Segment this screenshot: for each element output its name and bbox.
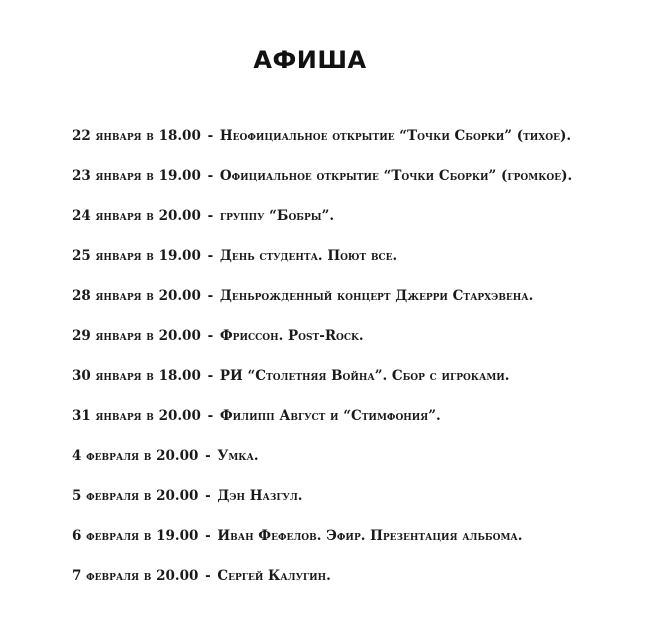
- event-title: группу “Бобры”.: [219, 208, 335, 224]
- event-item: [72, 483, 632, 523]
- event-item: [72, 363, 632, 403]
- event-title: Деньрожденный концерт Джерри Стархэвена.: [219, 288, 534, 304]
- event-title: РИ “Столетняя Война”. Сбор с игроками.: [219, 368, 510, 384]
- event-date: 29 января в 20.00: [72, 328, 201, 344]
- event-separator: -: [207, 368, 214, 384]
- event-list: [72, 123, 632, 603]
- page-title: АФИША: [253, 46, 367, 74]
- event-separator: -: [207, 248, 214, 264]
- event-item: [72, 283, 632, 323]
- event-separator: -: [207, 128, 214, 144]
- event-title: Филипп Август и “Стимфония”.: [219, 408, 441, 424]
- event-separator: -: [207, 328, 214, 344]
- event-separator: -: [205, 448, 211, 464]
- event-item: [72, 523, 632, 563]
- event-separator: -: [205, 528, 211, 544]
- event-title: Умка.: [217, 448, 259, 464]
- event-item: [72, 163, 632, 203]
- event-item: [72, 563, 632, 603]
- event-item: [72, 123, 632, 163]
- event-item: [72, 403, 632, 443]
- event-title: Иван Фефелов. Эфир. Презентация альбома.: [217, 528, 523, 544]
- event-title: Официальное открытие “Точки Сборки” (громкое).: [219, 168, 573, 184]
- event-separator: -: [205, 488, 211, 504]
- event-item: [72, 243, 632, 283]
- event-date: 30 января в 18.00: [72, 368, 201, 384]
- event-date: 22 января в 18.00: [72, 128, 201, 144]
- event-separator: -: [207, 168, 214, 184]
- event-title: Сергей Калугин.: [217, 568, 331, 584]
- event-separator: -: [207, 208, 214, 224]
- event-title: Неофициальное открытие “Точки Сборки” (тихое).: [219, 128, 572, 144]
- event-date: 4 февраля в 20.00: [72, 448, 199, 464]
- event-title: Дэн Назгул.: [217, 488, 303, 504]
- event-date: 24 января в 20.00: [72, 208, 201, 224]
- event-item: [72, 443, 632, 483]
- event-separator: -: [205, 568, 211, 584]
- event-date: 6 февраля в 19.00: [72, 528, 199, 544]
- event-date: 7 февраля в 20.00: [72, 568, 199, 584]
- event-item: [72, 203, 632, 243]
- event-date: 5 февраля в 20.00: [72, 488, 199, 504]
- event-title: Фриссон. Post-Rock.: [219, 328, 364, 344]
- event-date: 28 января в 20.00: [72, 288, 201, 304]
- event-separator: -: [207, 408, 214, 424]
- event-item: [72, 323, 632, 363]
- event-title: День студента. Поют все.: [219, 248, 398, 264]
- event-date: 31 января в 20.00: [72, 408, 201, 424]
- event-date: 25 января в 19.00: [72, 248, 201, 264]
- event-separator: -: [207, 288, 214, 304]
- event-date: 23 января в 19.00: [72, 168, 201, 184]
